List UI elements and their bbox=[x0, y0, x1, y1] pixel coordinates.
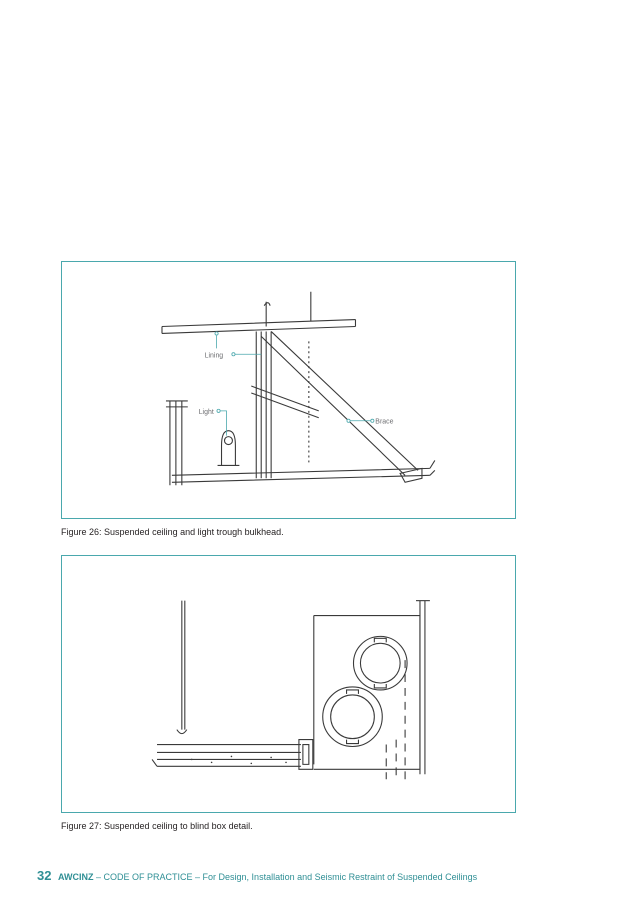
figure-26-frame bbox=[61, 261, 516, 519]
figure-26-caption: Figure 26: Suspended ceiling and light trough bulkhead. bbox=[61, 527, 284, 537]
figure-27-drawing bbox=[62, 556, 515, 812]
figure-26-drawing bbox=[62, 262, 515, 518]
footer-brand: AWCINZ bbox=[57, 872, 94, 882]
callout-light: Light bbox=[198, 408, 214, 416]
figure-27-frame bbox=[61, 555, 516, 813]
page-number: 32 bbox=[37, 868, 52, 883]
footer-title: CODE OF PRACTICE – For Design, Installation and Seismic Restraint of Suspended Ceilings bbox=[103, 872, 478, 882]
callout-lining: Lining bbox=[204, 352, 224, 360]
page-footer bbox=[37, 868, 477, 883]
figure-27-caption: Figure 27: Suspended ceiling to blind box detail. bbox=[61, 821, 253, 831]
footer-separator: – bbox=[96, 872, 102, 882]
callout-brace: Brace bbox=[375, 418, 394, 426]
